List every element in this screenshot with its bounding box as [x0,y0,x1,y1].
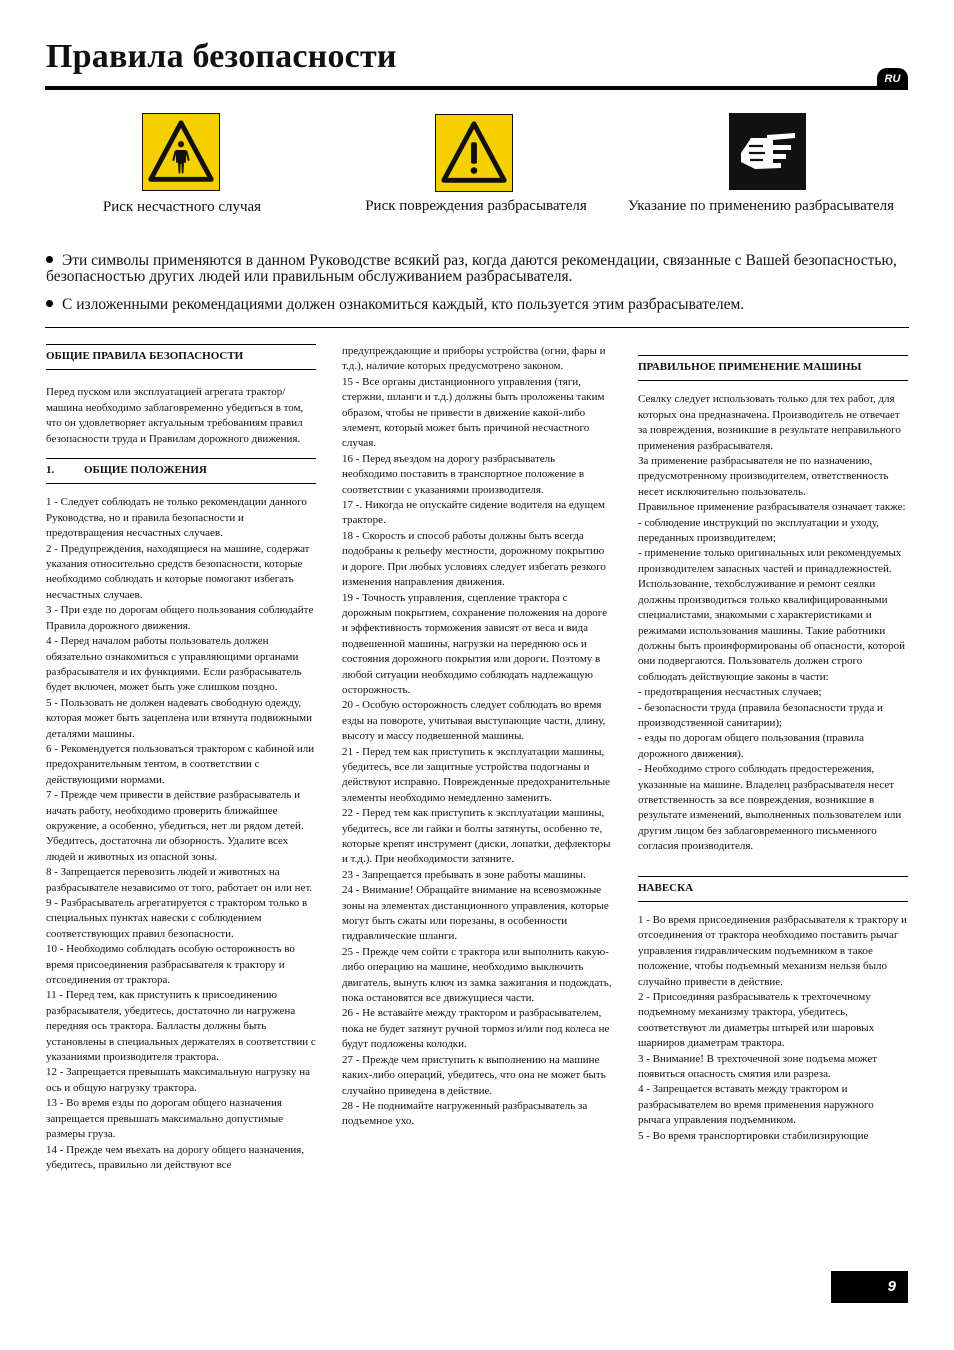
list-item: Сеялку следует использовать только для тех работ, для которых она предназначена. Производитель не отвечает за повреждения, возникшие в результате неправильного применения разбрасывателя. [638,393,901,452]
list-item: 11 - Перед тем, как приступить к присоединению разбрасывателя, убедитесь, достаточно ли нагружена передняя ось трактора. Балласты должны быть установлены в специальных держателях в соответствии с указаниями производителя трактора. [46,989,316,1064]
person-hazard-icon [142,113,220,191]
list-item: За применение разбрасывателя не по назначению, предусмотренному производителем, ответственность несет исключительно пользователь. [638,455,889,498]
symbol-caption-1: Риск несчастного случая [102,199,262,215]
list-item: 28 - Не поднимайте нагруженный разбрасыватель за подъемное ухо. [342,1099,588,1128]
list-item: 1 - Следует соблюдать не только рекомендации данного Руководства, но и правила безопасности и предотвращения несчастных случаев. [46,496,307,540]
list-item: 5 - Во время транспортировки стабилизирующие [638,1129,869,1142]
list-item: - применение только оригинальных или рекомендуемых производителем запасных частей и принадлежностей. [638,547,902,575]
column-general-rules [46,344,316,1173]
list-item: 21 - Перед тем как приступить к эксплуатации машины, убедитесь, все ли защитные устройства подогнаны и действуют исправно. Поврежденные предохранительные элементы необходимо немедленно заменить. [342,745,610,804]
symbol-caption-3: Указание по применению разбрасывателя [627,198,895,214]
section-divider [45,327,909,328]
list-item: 8 - Запрещается перевозить людей и животных на разбрасывателе независимо от того, работает он или нет. [46,866,313,894]
list-item: 22 - Перед тем как приступить к эксплуатации машины, убедитесь, все ли гайки и болты затянуты, особенно те, которые крепят инструмент (диски, лопатки, дефлекторы и т.д.). При необходимости затяните. [342,807,611,866]
exclamation-hazard-icon [435,114,513,192]
section-heading-provisions [46,458,316,484]
section-heading-general: ОБЩИЕ ПРАВИЛА БЕЗОПАСНОСТИ [46,344,316,370]
list-item: 2 - Предупреждения, находящиеся на машине, содержат указания относительно средств безопасности, которые необходимо соблюдать и которые помогают избегать несчастных случаев. [46,542,310,601]
symbol-caption-2: Риск повреждения разбрасывателя [365,198,587,214]
list-item: 12 - Запрещается превышать максимальную нагрузку на ось и общую нагрузку трактора. [46,1066,311,1094]
list-item: 19 - Точность управления, сцепление трактора с дорожным покрытием, сохранение положения на дороге и эффективность торможения зависят от веса и вида подвешенной машины, нагрузки на переднюю ось и состояния дорожного покрытия или дороги. Поэтому в любой ситуации необходимо соблюдать надлежащую осторожность. [342,591,607,696]
provisions-list [46,495,316,1173]
section-title: ОБЩИЕ ПОЛОЖЕНИЯ [84,464,207,477]
page-title: Правила безопасности [46,38,397,75]
list-item: 17 -. Никогда не опускайте сидение водителя на едущем тракторе. [342,499,605,527]
list-item: Использование, техобслуживание и ремонт сеялки должны производиться только квалифицированными специалистами, знакомыми с характеристиками и режимами использования машины. Такие работники должны быть проинформированы об опасности, которой они подвергаются. Пользователь должен строго соблюдать действующие законы в части: [638,578,905,683]
column-proper-use [638,355,908,1144]
list-item: 20 - Особую осторожность следует соблюдать во время езды на повороте, учитывая выступающие части, длину, высоту и массу подвешенной машины. [342,699,606,743]
page-number: 9 [831,1271,908,1303]
list-item: 15 - Все органы дистанционного управления (тяги, стержни, шланги и т.д.) должны быть проложены таким образом, чтобы не привести в движение какой-либо элемент, который может быть причиной несчастного случая. [342,375,605,450]
intro-text-1: Эти символы применяются в данном Руководстве всякий раз, когда даются рекомендации, связанные с Вашей безопасностью, безопасностью других людей или правильным обслуживанием разбрасывателя. [46,252,897,285]
list-item: 14 - Прежде чем въехать на дорогу общего назначения, убедитесь, правильно ли действуют все [46,1143,305,1171]
section-heading-hitching: НАВЕСКА [638,876,908,902]
list-item: - соблюдение инструкций по эксплуатации и уходу, переданных производителем; [638,516,879,545]
list-item: - безопасности труда (правила безопасности труда и производственной санитарии); [638,701,883,729]
column-general-rules-continued [342,344,612,1130]
list-item: 23 - Запрещается пребывать в зоне работы машины. [342,868,586,881]
intro-bullet-1 [46,253,906,285]
list-item: 3 - Внимание! В трехточечной зоне подъема может появиться опасность смятия или разреза. [638,1052,878,1081]
list-item: 4 - Запрещается вставать между трактором и разбрасывателем во время применения наружного рычага управления подъемником. [638,1083,874,1127]
hitching-list [638,913,908,1144]
list-item: предупреждающие и приборы устройства (огни, фары и т.д.), наличие которых предусмотрено законом. [342,345,606,373]
list-item: - предотвращения несчастных случаев; [638,686,822,699]
pointing-hand-icon [729,113,806,190]
list-item: Правильное применение разбрасывателя означает также: [638,501,906,514]
list-item: - езды по дорогам общего пользования (правила дорожного движения). [638,732,865,760]
list-item: 27 - Прежде чем приступить к выполнению на машине каких-либо операций, убедитесь, что она не может быть случайно приведена в действие. [342,1053,606,1097]
list-item: 7 - Прежде чем привести в действие разбрасыватель и начать работу, необходимо проверить ближайшее окружение, а особенно, убедиться, нет ли рядом детей. Убедитесь, достаточна ли обзорность. Удалите всех людей и животных из опасной зоны. [46,789,304,863]
list-item: 2 - Присоединяя разбрасыватель к трехточечному подъемному механизму трактора, убедитесь, соответствуют ли диаметры штырей или шаровых шарниров диаметрам трактора. [638,991,875,1050]
intro-bullet-2 [46,297,906,313]
list-item: 1 - Во время присоединения разбрасывателя к трактору и отсоединения от трактора необходимо поставить рычаг управления гидравлическим подъемником в такое положение, чтобы подъемный механизм нельзя было случайно привести в действие. [638,914,907,988]
list-item: 25 - Прежде чем сойти с трактора или выполнить какую-либо операцию на машине, необходимо выключить двигатель, вынуть ключ из замка зажигания и подождать, пока остановятся все движущиеся части. [342,945,612,1005]
list-item: 26 - Не вставайте между трактором и разбрасывателем, пока не будет затянут ручной тормоз и/или под колеса не будут подложены колодки. [342,1007,610,1051]
header-rule [45,86,908,90]
list-item: 24 - Внимание! Обращайте внимание на всевозможные зоны на элементах дистанционного управления, которые могут быть сжаты или порезаны, в особенности гидравлические шланги. [342,884,609,943]
bullet-dot [46,256,53,263]
list-item: 6 - Рекомендуется пользоваться трактором с кабиной или предохранительным тентом, в соответствии с действующими нормами. [46,742,315,786]
language-tab: RU [877,68,908,90]
section-heading-proper-use: ПРАВИЛЬНОЕ ПРИМЕНЕНИЕ МАШИНЫ [638,355,908,381]
intro-text-2: С изложенными рекомендациями должен ознакомиться каждый, кто пользуется этим разбрасывателем. [62,296,745,313]
bullet-dot [46,300,53,307]
list-item: 13 - Во время езды по дорогам общего назначения запрещается превышать максимально допустимые размеры груза. [46,1097,284,1141]
list-item: 18 - Скорость и способ работы должны быть всегда подобраны к рельефу местности, дорожному покрытию и дороге. При любых условиях следует избегать резкого изменения направления движения. [342,529,606,589]
list-item: 5 - Пользовать не должен надевать свободную одежду, которая может быть зацеплена или втянута подвижными деталями машины. [46,696,312,740]
proper-use-list [638,392,908,854]
section-number: 1. [46,464,55,477]
general-intro: Перед пуском или эксплуатацией агрегата трактор/машина необходимо заблаговременно убедиться в том, что он удовлетворяет актуальным требованиям правил безопасности труда и Правилам дорожного движения. [46,386,304,445]
list-item: 9 - Разбрасыватель агрегатируется с трактором только в специальных пунктах навески с соблюдением соответствующих правил безопасности. [46,897,308,940]
list-item: 10 - Необходимо соблюдать особую осторожность во время присоединения разбрасывателя к трактору и отсоединения от трактора. [46,943,295,987]
list-item: - Необходимо строго соблюдать предостережения, указанные на машине. Владелец разбрасывателя несет ответственность за все повреждения, возникшие в результате изменений, выполненных пользователем или другим лицом без заблаговременного письменного согласия производителя. [638,763,902,853]
list-item: 16 - Перед въездом на дорогу разбрасыватель необходимо поставить в транспортное положение в соответствии с указаниями производителя. [342,452,585,496]
list-item: 3 - При езде по дорогам общего пользования соблюдайте Правила дорожного движения. [46,604,314,632]
list-item: 4 - Перед началом работы пользователь должен обязательно ознакомиться с управляющими органами разбрасывателя и их функциями. Если разбрасыватель будет включен, может быть уже слишком поздно. [46,635,302,694]
